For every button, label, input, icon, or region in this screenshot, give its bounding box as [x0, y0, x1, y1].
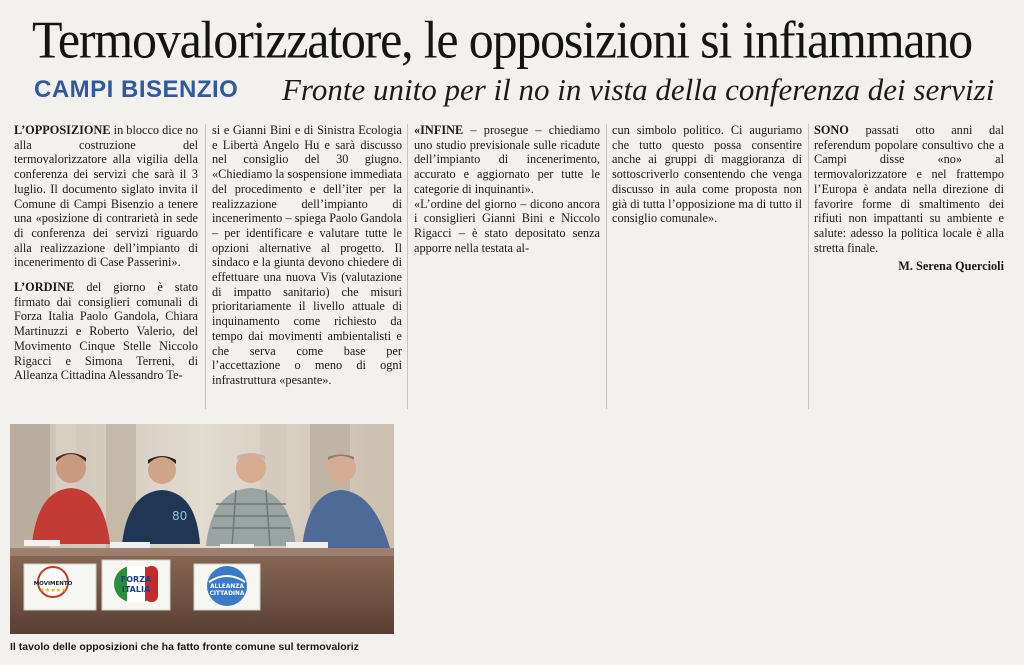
photo-caption: Il tavolo delle opposizioni che ha fatto fronte comune sul termovaloriz: [10, 641, 359, 653]
article-column-5: [814, 123, 1004, 274]
sign-forza-italia-line1: FORZA: [120, 575, 152, 584]
svg-text:80: 80: [172, 509, 188, 523]
column-divider: [808, 124, 809, 409]
paragraph-text: del giorno è stato firmato dai consiglieri comunali di Forza Italia Paolo Gandola, Chiara Martinuzzi e Roberto Valerio, del Movimento Cinque Stelle Niccolo Rigacci e Simona Terreni, di Alleanza Cittadina Alessandro Te-: [14, 280, 198, 383]
column-divider: [407, 124, 408, 409]
paragraph-lead: SONO: [814, 123, 849, 137]
article-column-4: [612, 123, 802, 226]
article-column-1: [14, 123, 198, 383]
paragraph-text: si e Gianni Bini e di Sinistra Ecologia e Libertà Angelo Hu e sarà discusso nel consiglio del 30 giugno. «Chiediamo la sospensione immediata del procedimento e dell’iter per la realizzazione dell’impianto di incenerimento – spiega Paolo Gandola – per identificare e valutare tutte le opzioni alternative al progetto. Il sindaco e la giunta devono chiedere di effettuare una nuova Vis (valutazione di impatto sanitario) che misuri prioritariamente il livello attuale di inquinamento come richiesto da tempo dai movimenti ambientalisti e che serva come base per l’accettazione o meno di ogni infrastruttura «pesante».: [212, 123, 402, 387]
column-divider: [205, 124, 206, 409]
kicker: CAMPI BISENZIO: [34, 76, 239, 103]
paragraph-lead: L’OPPOSIZIONE: [14, 123, 111, 137]
paragraph: [814, 123, 1004, 255]
paragraph: [14, 280, 198, 383]
press-photo: [10, 424, 394, 634]
headline: Termovalorizzatore, le opposizioni si infiammano: [32, 10, 972, 69]
press-photo-illustration: [10, 424, 394, 634]
article-column-2: [212, 123, 402, 388]
paragraph-text: – prosegue – chiediamo uno studio previsionale sulle ricadute dell’impianto di incenerimento, accurato e aggiornato per tutte le categorie di inquinanti».: [414, 123, 600, 196]
sign-movimento-text: MOVIMENTO: [33, 581, 73, 587]
paragraph-lead: «INFINE: [414, 123, 464, 137]
paragraph-text: in blocco dice no alla costruzione del termovalorizzatore alla vigilia della conferenza dei servizi che sarà il 3 luglio. Il documento siglato invita il Comune di Campi Bisenzio a tenere una «posizione di contrarietà in sede di conferenza dei servizi riguardo alla realizzazione dell’impianto di incenerimento di Case Passerini».: [14, 123, 199, 270]
paragraph: [14, 123, 198, 270]
svg-text:★★★★★: ★★★★★: [39, 587, 67, 594]
paragraph: [414, 123, 600, 197]
paragraph-lead: L’ORDINE: [14, 280, 75, 295]
sign-alleanza-line2: CITTADINA: [209, 591, 245, 597]
sign-alleanza-line1: ALLEANZA: [210, 584, 244, 590]
paragraph-text: «L’ordine del giorno – dicono ancora i consiglieri Gianni Bini e Niccolo Rigacci – è stato depositato senza apporre nella testata al-: [414, 196, 600, 255]
column-divider: [606, 124, 607, 409]
byline: M. Serena Quercioli: [898, 259, 1004, 274]
paragraph-text: passati otto anni dal referendum popolare consultivo che a Campi disse «no» al termovalorizzatore e nel frattempo l’Europa è andata nella direzione di favorire forme di smaltimento dei rifiuti non impattanti su ambiente e salute: adesso la politica locale è alla stretta finale.: [814, 123, 1004, 255]
paragraph-text: cun simbolo politico. Ci auguriamo che tutto questo possa consentire anche ai gruppi di maggioranza di sottoscriverlo consentendo che venga discusso in aula come proposta non già di tutta l’opposizione ma di tutto il consiglio comunale».: [612, 123, 802, 226]
article-column-3: [414, 123, 600, 255]
subheadline: Fronte unito per il no in vista della conferenza dei servizi: [282, 72, 995, 107]
sign-forza-italia-line2: ITALIA: [121, 585, 151, 594]
